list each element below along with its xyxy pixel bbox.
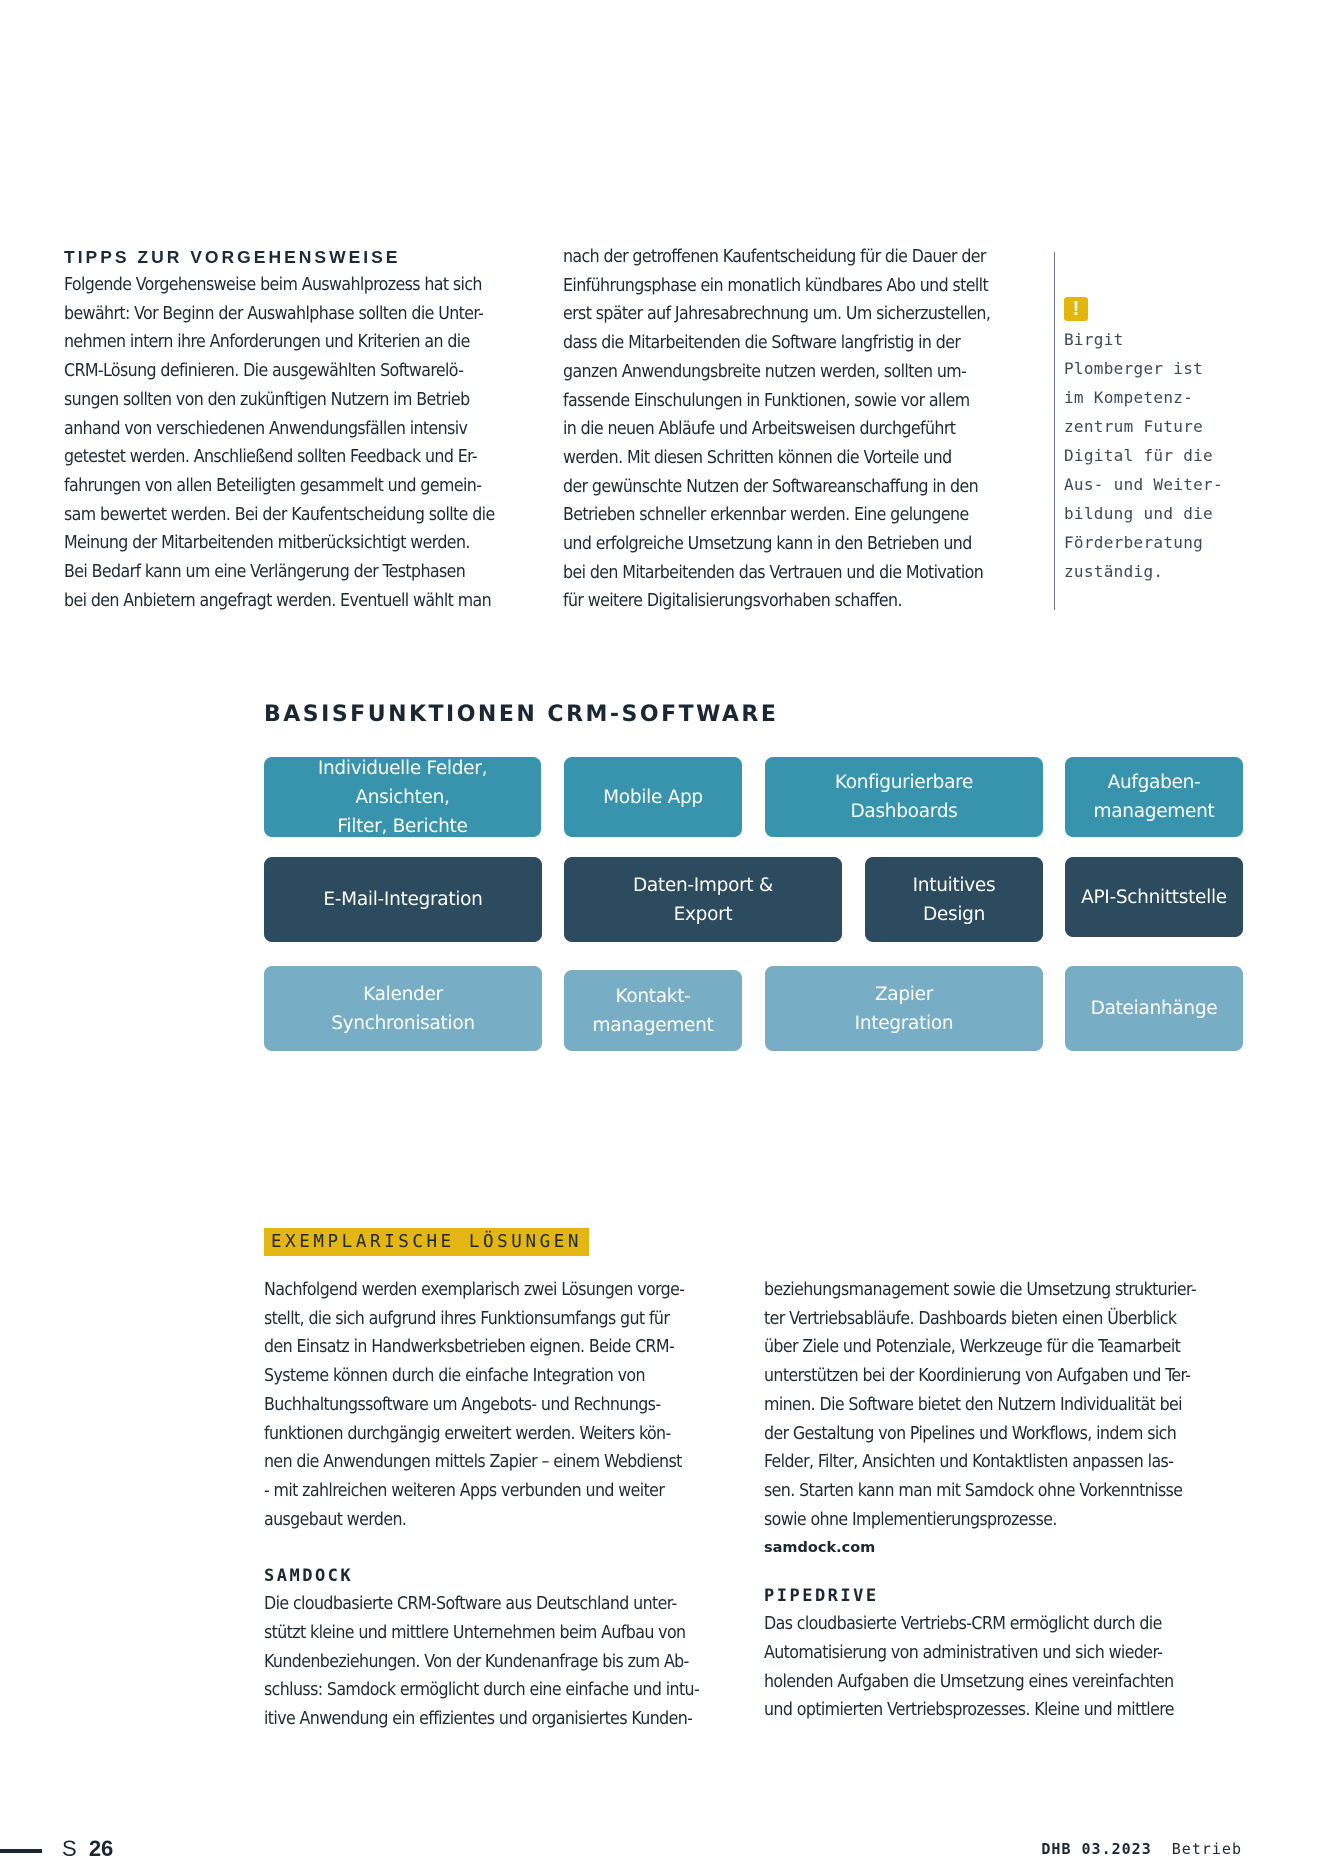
text-line: bei den Mitarbeitenden das Vertrauen und die Motivation (563, 562, 984, 583)
text-line: ausgebaut werden. (264, 1509, 407, 1530)
text-line: nach der getroffenen Kaufentscheidung für die Dauer der (563, 247, 986, 267)
footer-section-letter: S (62, 1836, 77, 1861)
text-line: sam bewertet werden. Bei der Kaufentscheidung sollte die (64, 504, 495, 525)
text-line: nehmen intern ihre Anforderungen und Kriterien an die (64, 332, 470, 353)
section-label: Betrieb (1171, 1840, 1242, 1858)
text-line: getestet werden. Anschließend sollten Feedback und Er- (64, 447, 478, 468)
function-tile: Kalender Synchronisation (264, 966, 542, 1051)
text-line: Buchhaltungssoftware um Angebots- und Rechnungs- (264, 1394, 661, 1415)
text-line: in die neuen Abläufe und Arbeitsweisen durchgeführt (563, 419, 956, 440)
tips-body-text (64, 271, 542, 615)
footer-issue (1041, 1840, 1242, 1858)
solutions-column-2 (764, 1276, 1248, 1725)
text-line: ganzen Anwendungsbreite nutzen werden, sollten um- (563, 361, 967, 382)
column-divider (1054, 252, 1055, 610)
samdock-link[interactable]: samdock.com (764, 1540, 876, 1557)
text-line: sowie ohne Implementierungsprozesse. (764, 1509, 1057, 1530)
text-line: Das cloudbasierte Vertriebs-CRM ermöglicht durch die (764, 1614, 1162, 1635)
tips-heading: TIPPS ZUR VORGEHENSWEISE (64, 247, 401, 267)
text-line: - mit zahlreichen weiteren Apps verbunden und weiter (264, 1480, 665, 1501)
function-tile: API-Schnittstelle (1065, 857, 1243, 937)
samdock-text (264, 1590, 740, 1734)
tips-column-1 (64, 243, 542, 615)
exclamation-icon: ! (1064, 297, 1088, 321)
text-line: den Einsatz in Handwerksbetrieben eignen. Beide CRM- (264, 1337, 675, 1358)
footer-rule (0, 1849, 42, 1853)
function-tile: Zapier Integration (765, 966, 1043, 1051)
text-line: werden. Mit diesen Schritten können die Vorteile und (563, 447, 952, 468)
text-line: Meinung der Mitarbeitenden mitberücksichtigt werden. (64, 533, 470, 554)
function-tile: Aufgaben- management (1065, 757, 1243, 837)
text-line: beziehungsmanagement sowie die Umsetzung strukturier- (764, 1280, 1196, 1300)
text-line: Die cloudbasierte CRM-Software aus Deutschland unter- (264, 1594, 677, 1615)
author-note (1064, 325, 1244, 586)
text-line: der Gestaltung von Pipelines und Workflows, indem sich (764, 1423, 1177, 1444)
text-line: fahrungen von allen Beteiligten gesammelt und gemein- (64, 475, 482, 496)
text-line: Einführungsphase ein monatlich kündbares Abo und stellt (563, 275, 989, 296)
tips-body-text-continued (563, 243, 1041, 616)
author-sidebar (1064, 297, 1244, 586)
footer-page (62, 1836, 113, 1862)
text-line: anhand von verschiedenen Anwendungsfällen intensiv (64, 418, 468, 439)
tips-column-2 (563, 243, 1041, 616)
pipedrive-heading: PIPEDRIVE (764, 1586, 879, 1607)
text-line: fassende Einschulungen in Funktionen, sowie vor allem (563, 390, 970, 411)
text-line: schluss: Samdock ermöglicht durch eine einfache und intu- (264, 1680, 700, 1701)
text-line: CRM-Lösung definieren. Die ausgewählten Softwarelö- (64, 361, 464, 382)
text-line: sen. Starten kann man mit Samdock ohne Vorkenntnisse (764, 1480, 1183, 1501)
text-line: bei den Anbietern angefragt werden. Eventuell wählt man (64, 590, 492, 611)
function-tile: Kontakt- management (564, 970, 742, 1051)
text-line: Nachfolgend werden exemplarisch zwei Lösungen vorge- (264, 1280, 685, 1300)
text-line: unterstützen bei der Koordinierung von Aufgaben und Ter- (764, 1366, 1191, 1387)
diagram-title: BASISFUNKTIONEN CRM-SOFTWARE (264, 702, 779, 727)
text-line: und erfolgreiche Umsetzung kann in den Betrieben und (563, 534, 972, 555)
text-line: dass die Mitarbeitenden die Software langfristig in der (563, 333, 961, 354)
function-tile: Mobile App (564, 757, 742, 837)
text-line: stützt kleine und mittlere Unternehmen beim Aufbau von (264, 1623, 686, 1644)
samdock-heading: SAMDOCK (264, 1566, 354, 1587)
text-line: minen. Die Software bietet den Nutzern Individualität bei (764, 1394, 1182, 1415)
text-line: Felder, Filter, Ansichten und Kontaktlisten anpassen las- (764, 1452, 1174, 1473)
text-line: holenden Aufgaben die Umsetzung eines vereinfachten (764, 1671, 1174, 1692)
text-line: Systeme können durch die einfache Integration von (264, 1366, 645, 1387)
text-line: nen die Anwendungen mittels Zapier – einem Webdienst (264, 1452, 682, 1473)
text-line: Folgende Vorgehensweise beim Auswahlprozess hat sich (64, 275, 482, 295)
text-line: Kundenbeziehungen. Von der Kundenanfrage bis zum Ab- (264, 1651, 689, 1672)
text-line: sungen sollten von den zukünftigen Nutzern im Betrieb (64, 389, 470, 410)
text-line: bewährt: Vor Beginn der Auswahlphase sollten die Unter- (64, 303, 484, 324)
text-line: Automatisierung von administrativen und sich wieder- (764, 1643, 1163, 1664)
text-line: funktionen durchgängig erweitert werden. Weiters kön- (264, 1423, 671, 1444)
pipedrive-text (764, 1610, 1248, 1725)
text-line: itive Anwendung ein effizientes und organisiertes Kunden- (264, 1709, 693, 1730)
text-line: für weitere Digitalisierungsvorhaben schaffen. (563, 591, 902, 612)
section-badge: EXEMPLARISCHE LÖSUNGEN (264, 1228, 589, 1256)
samdock-text-continued (764, 1276, 1248, 1534)
function-tile: Daten-Import & Export (564, 857, 842, 942)
issue-label: DHB 03.2023 (1041, 1840, 1152, 1858)
solutions-column-1 (264, 1276, 740, 1734)
text-line: Betrieben schneller erkennbar werden. Eine gelungene (563, 505, 969, 526)
text-line: erst später auf Jahresabrechnung um. Um sicherzustellen, (563, 304, 991, 325)
function-tile: Individuelle Felder, Ansichten, Filter, Berichte (264, 757, 541, 837)
text-line: der gewünschte Nutzen der Softwareanschaffung in den (563, 476, 979, 497)
note-line: Digital für die (1064, 446, 1213, 465)
note-line: Aus- und Weiter- (1064, 475, 1223, 494)
function-tile: Dateianhänge (1065, 966, 1243, 1051)
text-line: Bei Bedarf kann um eine Verlängerung der Testphasen (64, 562, 466, 583)
note-line: Förderberatung (1064, 533, 1204, 552)
function-tile: E-Mail-Integration (264, 857, 542, 942)
note-line: zuständig. (1064, 562, 1164, 581)
note-line: Plomberger ist (1064, 359, 1204, 378)
solutions-intro-text (264, 1276, 740, 1534)
note-line: im Kompetenz- (1064, 388, 1194, 407)
note-line: bildung und die (1064, 504, 1213, 523)
text-line: und optimierten Vertriebsprozesses. Kleine und mittlere (764, 1700, 1174, 1721)
function-tile: Konfigurierbare Dashboards (765, 757, 1043, 837)
text-line: stellt, die sich aufgrund ihres Funktionsumfangs gut für (264, 1308, 670, 1329)
page-number: 26 (88, 1836, 114, 1861)
note-line: zentrum Future (1064, 417, 1204, 436)
text-line: über Ziele und Potenziale, Werkzeuge für die Teamarbeit (764, 1337, 1181, 1358)
text-line: ter Vertriebsabläufe. Dashboards bieten einen Überblick (764, 1308, 1177, 1329)
note-line: Birgit (1064, 330, 1124, 349)
function-tile: Intuitives Design (865, 857, 1043, 942)
